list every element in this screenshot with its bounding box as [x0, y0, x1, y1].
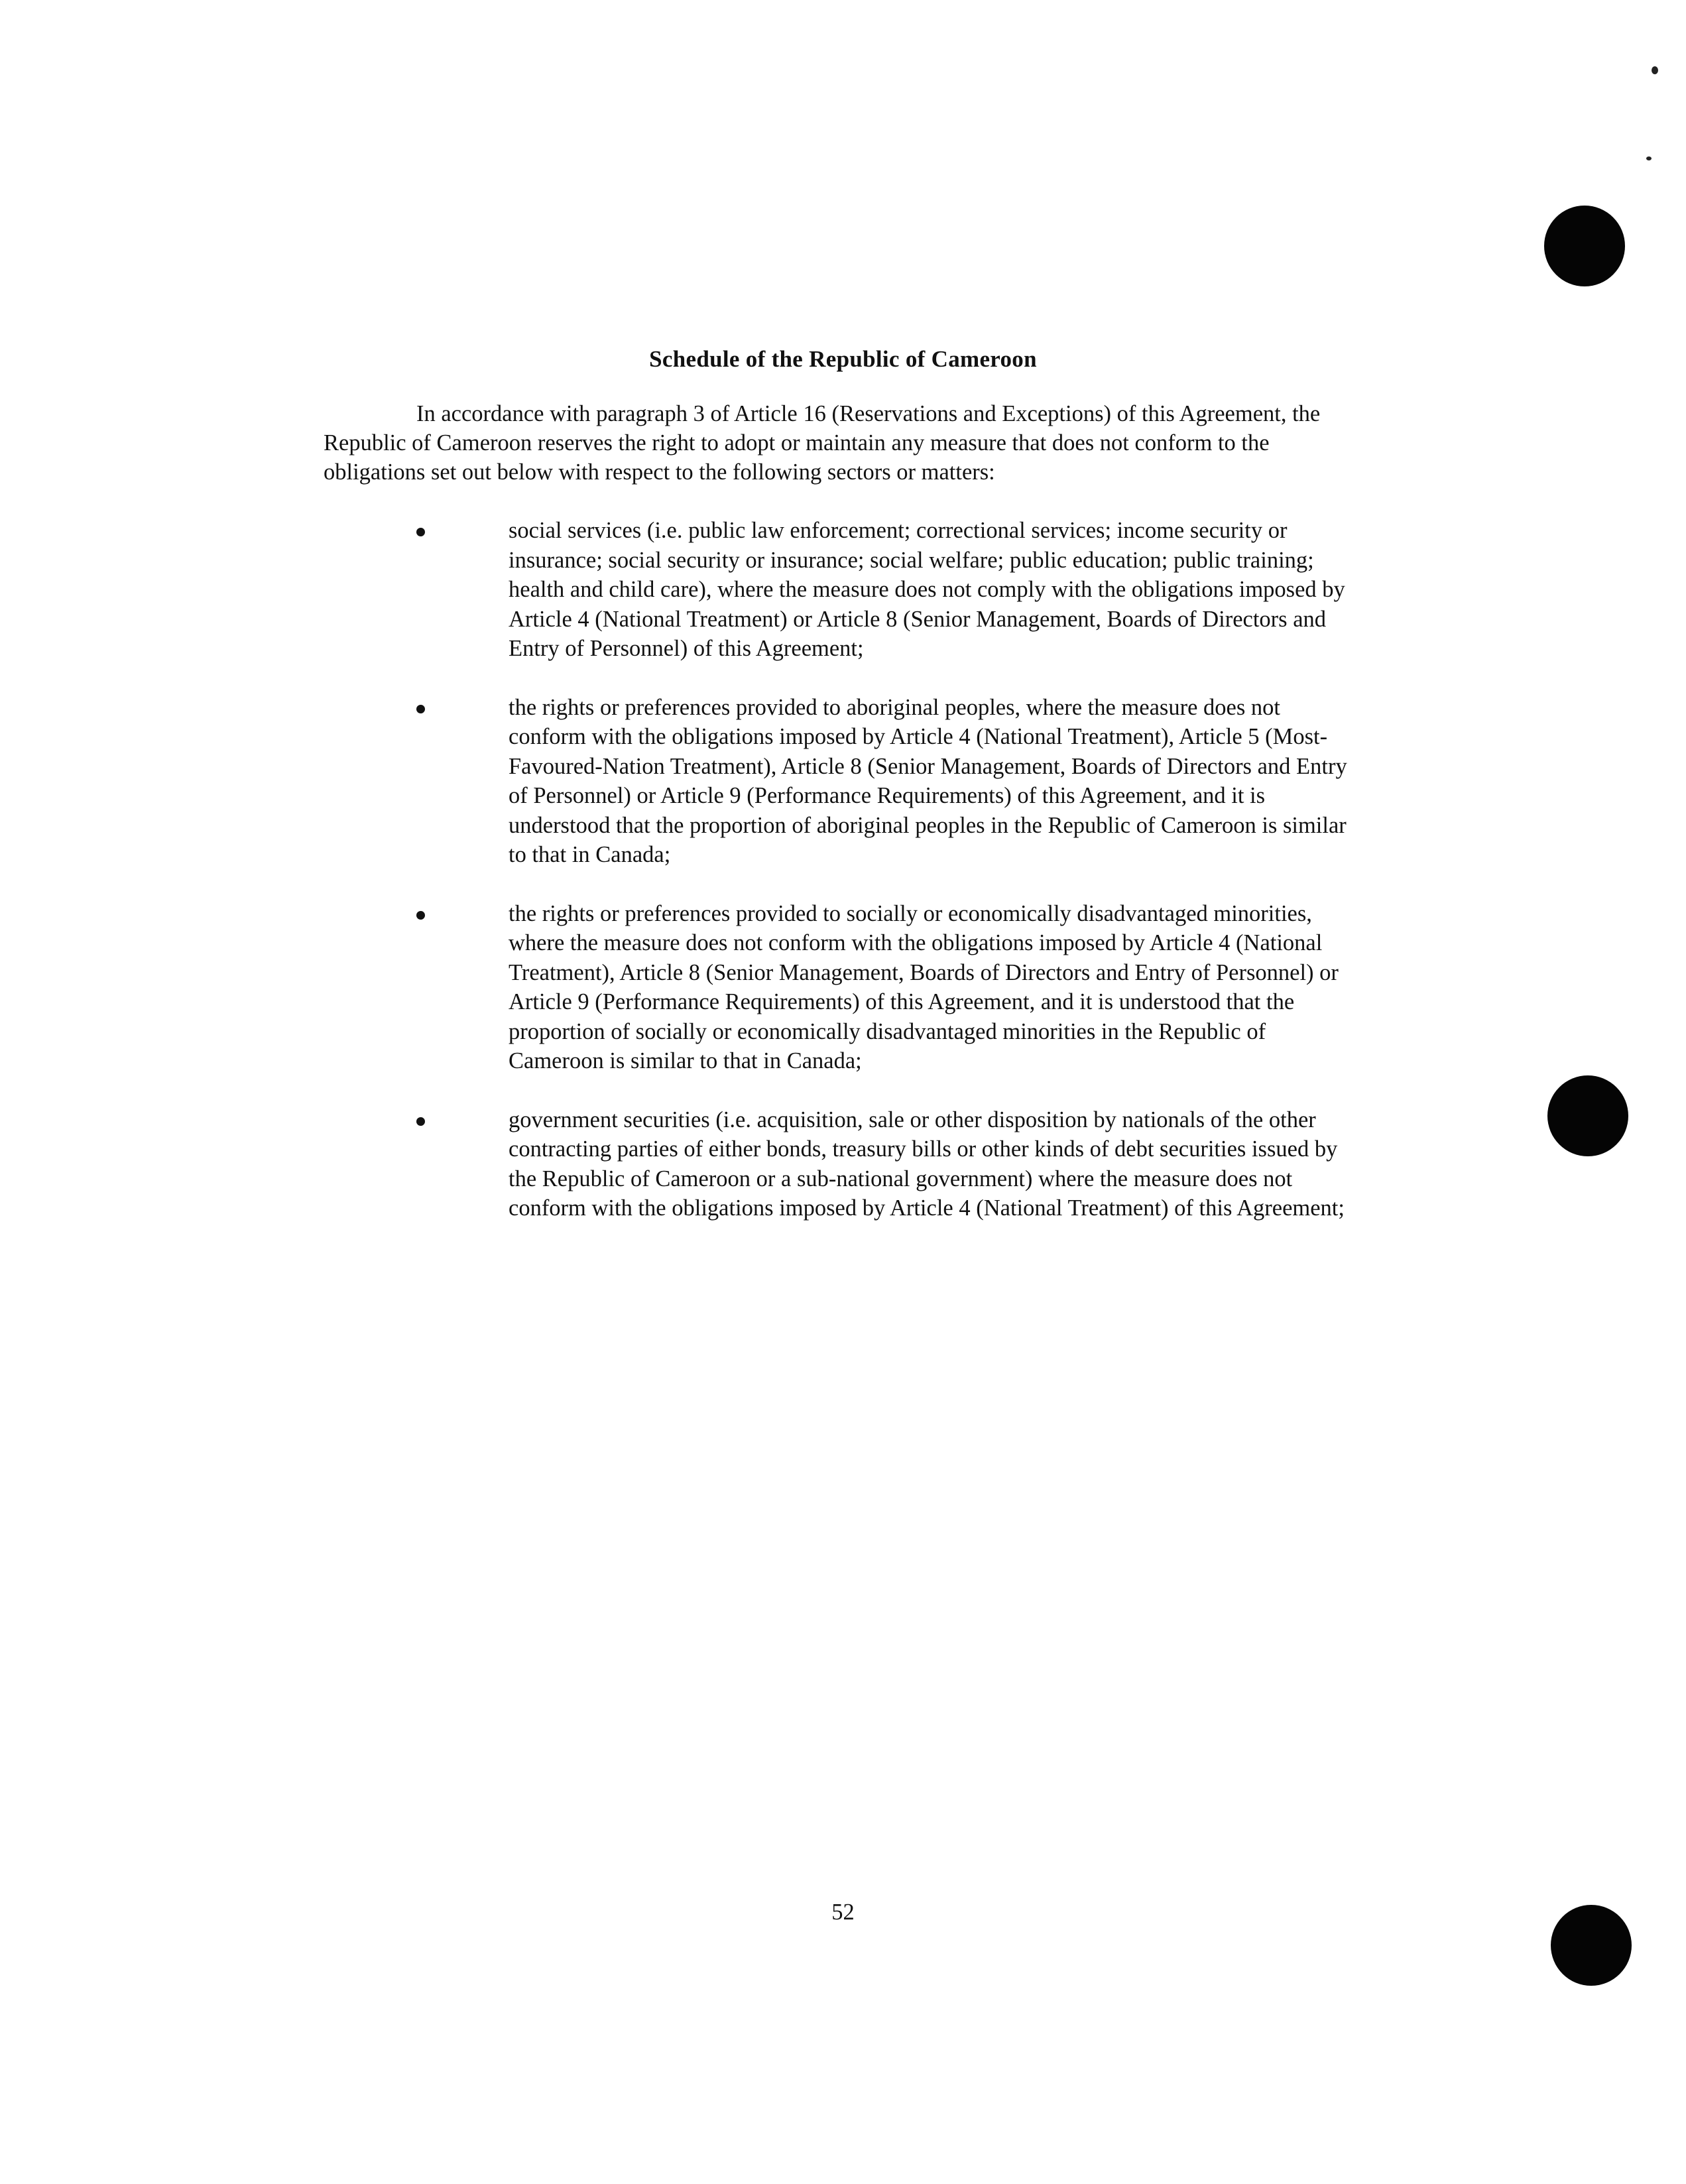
bullet-icon	[416, 911, 425, 920]
list-item	[398, 899, 1353, 1076]
punch-hole	[1547, 1075, 1628, 1156]
list-item	[398, 693, 1353, 870]
punch-hole	[1551, 1905, 1632, 1986]
bullet-icon	[416, 1117, 425, 1126]
list-item	[398, 1105, 1353, 1223]
bullet-icon	[416, 705, 425, 713]
list-item-text: government securities (i.e. acquisition, sale or other disposition by nationals of the other contracting parties of either bonds, treasury bills or other kinds of debt securities issued by the Republic of Cameroon or a sub-national government) where the measure does not conform with the obligations imposed by Article 4 (National Treatment) of this Agreement;	[509, 1107, 1345, 1221]
page-number: 52	[831, 1900, 855, 1925]
list-item	[398, 516, 1353, 664]
scan-speck	[1646, 156, 1652, 160]
punch-hole	[1544, 206, 1625, 286]
reservation-list	[398, 516, 1353, 1252]
document-title: Schedule of the Republic of Cameroon	[649, 346, 1037, 372]
list-item-text: social services (i.e. public law enforcement; correctional services; income security or insurance; social security or insurance; social welfare; public education; public training; health and child care), where the measure does not comply with the obligations imposed by Article 4 (National Treatment) or Article 8 (Senior Management, Boards of Directors and Entry of Personnel) of this Agreement;	[509, 518, 1345, 661]
list-item-text: the rights or preferences provided to aboriginal peoples, where the measure does not conform with the obligations imposed by Article 4 (National Treatment), Article 5 (Most-Favoured-Nation Treatment), Article 8 (Senior Management, Boards of Directors and Entry of Personnel) or Article 9 (Performance Requirements) of this Agreement, and it is understood that the proportion of aboriginal peoples in the Republic of Cameroon is similar to that in Canada;	[509, 694, 1347, 867]
bullet-icon	[416, 528, 425, 536]
intro-paragraph: In accordance with paragraph 3 of Article 16 (Reservations and Exceptions) of this Agreement, the Republic of Cameroon reserves the right to adopt or maintain any measure that does not conform to the obligations set out below with respect to the following sectors or matters:	[324, 401, 1321, 485]
list-item-text: the rights or preferences provided to socially or economically disadvantaged minorities, where the measure does not conform with the obligations imposed by Article 4 (National Treatment), Article 8 (Senior Management, Boards of Directors and Entry of Personnel) or Article 9 (Performance Requirements) of this Agreement, and it is understood that the proportion of socially or economically disadvantaged minorities in the Republic of Cameroon is similar to that in Canada;	[509, 900, 1339, 1073]
scan-speck	[1652, 66, 1658, 74]
